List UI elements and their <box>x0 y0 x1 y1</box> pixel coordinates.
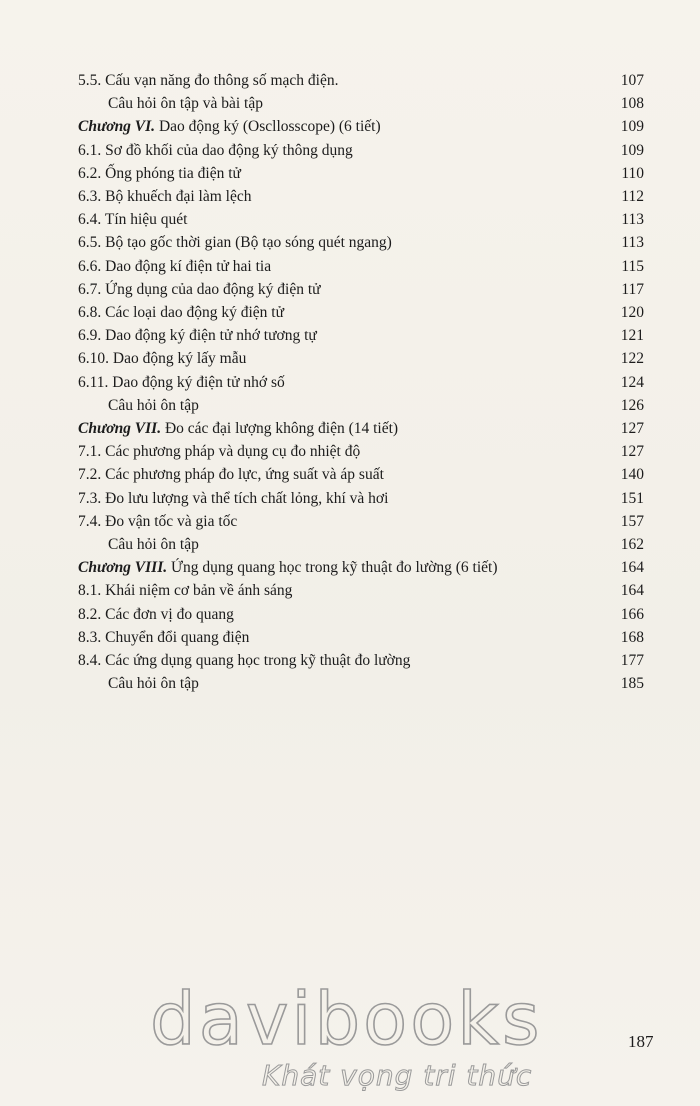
toc-entry-title <box>78 511 237 533</box>
toc-page-number: 162 <box>620 536 644 553</box>
toc-page-number: 109 <box>620 141 644 159</box>
toc-page-number: 151 <box>620 489 644 507</box>
toc-page-number: 127 <box>620 443 644 461</box>
toc-entry-title <box>78 209 188 231</box>
toc-entry-title <box>78 557 498 579</box>
toc-entry-text: 6.5. Bộ tạo gốc thời gian (Bộ tạo sóng quét ngang) <box>78 234 392 252</box>
toc-entry-text: Câu hỏi ôn tập <box>108 675 199 693</box>
toc-entry-text: 6.4. Tín hiệu quét <box>78 211 188 229</box>
toc-entry-text: 6.3. Bộ khuếch đại làm lệch <box>78 188 252 205</box>
watermark-brand: davibooks <box>150 977 543 1061</box>
toc-page-number: 166 <box>620 605 644 623</box>
toc-entry-text: 6.11. Dao động ký điện tử nhớ số <box>78 373 285 391</box>
toc-entry-text: Dao động ký (Oscllosscope) (6 tiết) <box>155 118 381 136</box>
toc-section-row <box>0 140 700 162</box>
toc-entry-title <box>78 325 317 347</box>
toc-entry-title <box>78 140 353 162</box>
chapter-label: Chương VI. <box>78 118 156 136</box>
toc-review-row <box>0 673 700 695</box>
toc-entry-title <box>78 418 398 440</box>
toc-section-row <box>0 604 700 626</box>
toc-entry-title <box>108 93 263 115</box>
toc-review-row <box>0 93 700 115</box>
toc-entry-text: 7.3. Đo lưu lượng và thể tích chất lỏng, khí và hơi <box>78 489 389 507</box>
toc-entry-title <box>78 604 234 626</box>
toc-section-row <box>0 209 700 231</box>
toc-page-number: 113 <box>621 234 644 252</box>
toc-chapter-row <box>0 557 700 579</box>
toc-section-row <box>0 348 700 370</box>
toc-section-row <box>0 650 700 672</box>
toc-entry-text: 5.5. Cấu vạn năng đo thông số mạch điện. <box>78 72 339 89</box>
toc-page-number: 109 <box>620 118 644 136</box>
toc-entry-text: 7.2. Các phương pháp đo lực, ứng suất và áp suất <box>78 466 384 484</box>
toc-entry-title <box>78 256 271 278</box>
toc-entry-title <box>78 232 392 254</box>
toc-page-number: 121 <box>620 327 644 345</box>
toc-section-row <box>0 580 700 602</box>
toc-entry-title <box>78 70 338 92</box>
toc-section-row <box>0 302 700 324</box>
toc-page-number: 108 <box>620 95 644 113</box>
toc-page-number: 122 <box>620 350 644 368</box>
toc-page-number: 185 <box>620 675 644 693</box>
toc-entry-text: 6.2. Ống phóng tia điện tử <box>78 164 241 182</box>
toc-page-number: 168 <box>620 628 644 646</box>
toc-page-number: 117 <box>621 280 644 298</box>
toc-entry-title <box>108 673 199 695</box>
toc-entry-title <box>78 488 388 510</box>
toc-page-number: 115 <box>621 257 644 275</box>
toc-entry-title <box>78 163 241 185</box>
toc-page-number: 113 <box>621 211 644 229</box>
toc-entry-text: 6.10. Dao động ký lấy mẫu <box>78 350 247 368</box>
toc-section-row <box>0 464 700 486</box>
toc-entry-text: 6.9. Dao động ký điện tử nhớ tương tự <box>78 327 317 345</box>
toc-section-row <box>0 511 700 533</box>
toc-entry-text: Câu hỏi ôn tập và bài tập <box>108 95 263 113</box>
toc-section-row <box>0 186 700 208</box>
toc-entry-title <box>78 279 321 301</box>
toc-page-number: 157 <box>620 512 644 530</box>
toc-entry-title <box>78 650 410 672</box>
toc-chapter-row <box>0 116 700 138</box>
toc-entry-title <box>78 464 384 486</box>
toc-entry-text: 8.3. Chuyển đổi quang điện <box>78 628 250 646</box>
watermark-tagline: Khát vọng tri thức <box>262 1059 533 1092</box>
toc-section-row <box>0 232 700 254</box>
toc-entry-text: 6.7. Ứng dụng của dao động ký điện tử <box>78 280 321 298</box>
toc-section-row <box>0 441 700 463</box>
toc-entry-text: 8.1. Khái niệm cơ bản về ánh sáng <box>78 582 293 600</box>
toc-entry-title <box>78 302 284 324</box>
toc-page-number: 140 <box>620 466 644 484</box>
toc-page-number: 164 <box>620 582 644 600</box>
toc-entry-text: Ứng dụng quang học trong kỹ thuật đo lường (6 tiết) <box>167 559 498 577</box>
toc-entry-title <box>78 627 249 649</box>
toc-entry-text: 6.6. Dao động kí điện tử hai tia <box>78 257 272 275</box>
toc-entry-text: Câu hỏi ôn tập <box>108 536 199 553</box>
toc-page-number: 112 <box>621 188 644 205</box>
toc-section-row <box>0 627 700 649</box>
toc-review-row <box>0 395 700 417</box>
toc-review-row <box>0 534 700 556</box>
toc-entry-title <box>78 441 360 463</box>
page-number: 187 <box>628 1032 654 1051</box>
toc-section-row <box>0 325 700 347</box>
toc-entry-title <box>78 348 246 370</box>
toc-entry-text: 6.1. Sơ đồ khối của dao động ký thông dụng <box>78 141 353 159</box>
toc-page-number: 126 <box>620 396 644 414</box>
toc-page-number: 124 <box>620 373 644 391</box>
toc-page-number: 110 <box>621 164 644 182</box>
toc-page-number: 177 <box>620 652 644 669</box>
toc-entry-title <box>78 186 251 208</box>
toc-section-row <box>0 372 700 394</box>
toc-entry-title <box>108 534 199 556</box>
chapter-label: Chương VIII. <box>78 559 168 577</box>
toc-section-row <box>0 279 700 301</box>
toc-page-number: 127 <box>620 420 644 437</box>
toc-entry-title <box>78 580 292 602</box>
toc-entry-text: Đo các đại lượng không điện (14 tiết) <box>161 420 399 437</box>
toc-section-row <box>0 163 700 185</box>
toc-page-number: 107 <box>620 72 644 89</box>
toc-entry-text: 8.4. Các ứng dụng quang học trong kỹ thuật đo lường <box>78 652 411 669</box>
toc-entry-title <box>78 372 285 394</box>
toc-entry-text: 7.4. Đo vận tốc và gia tốc <box>78 512 238 530</box>
toc-section-row <box>0 488 700 510</box>
toc-entry-text: 7.1. Các phương pháp và dụng cụ đo nhiệt độ <box>78 443 361 461</box>
toc-section-row <box>0 70 700 92</box>
toc-entry-text: Câu hỏi ôn tập <box>108 396 199 414</box>
toc-entry-title <box>78 116 381 138</box>
chapter-label: Chương VII. <box>78 420 162 437</box>
toc-entry-text: 6.8. Các loại dao động ký điện tử <box>78 304 284 321</box>
toc-entry-title <box>108 395 199 417</box>
toc-page-number: 164 <box>620 559 644 577</box>
toc-section-row <box>0 256 700 278</box>
toc-page-number: 120 <box>620 304 644 321</box>
toc-entry-text: 8.2. Các đơn vị đo quang <box>78 605 234 623</box>
toc-chapter-row <box>0 418 700 440</box>
